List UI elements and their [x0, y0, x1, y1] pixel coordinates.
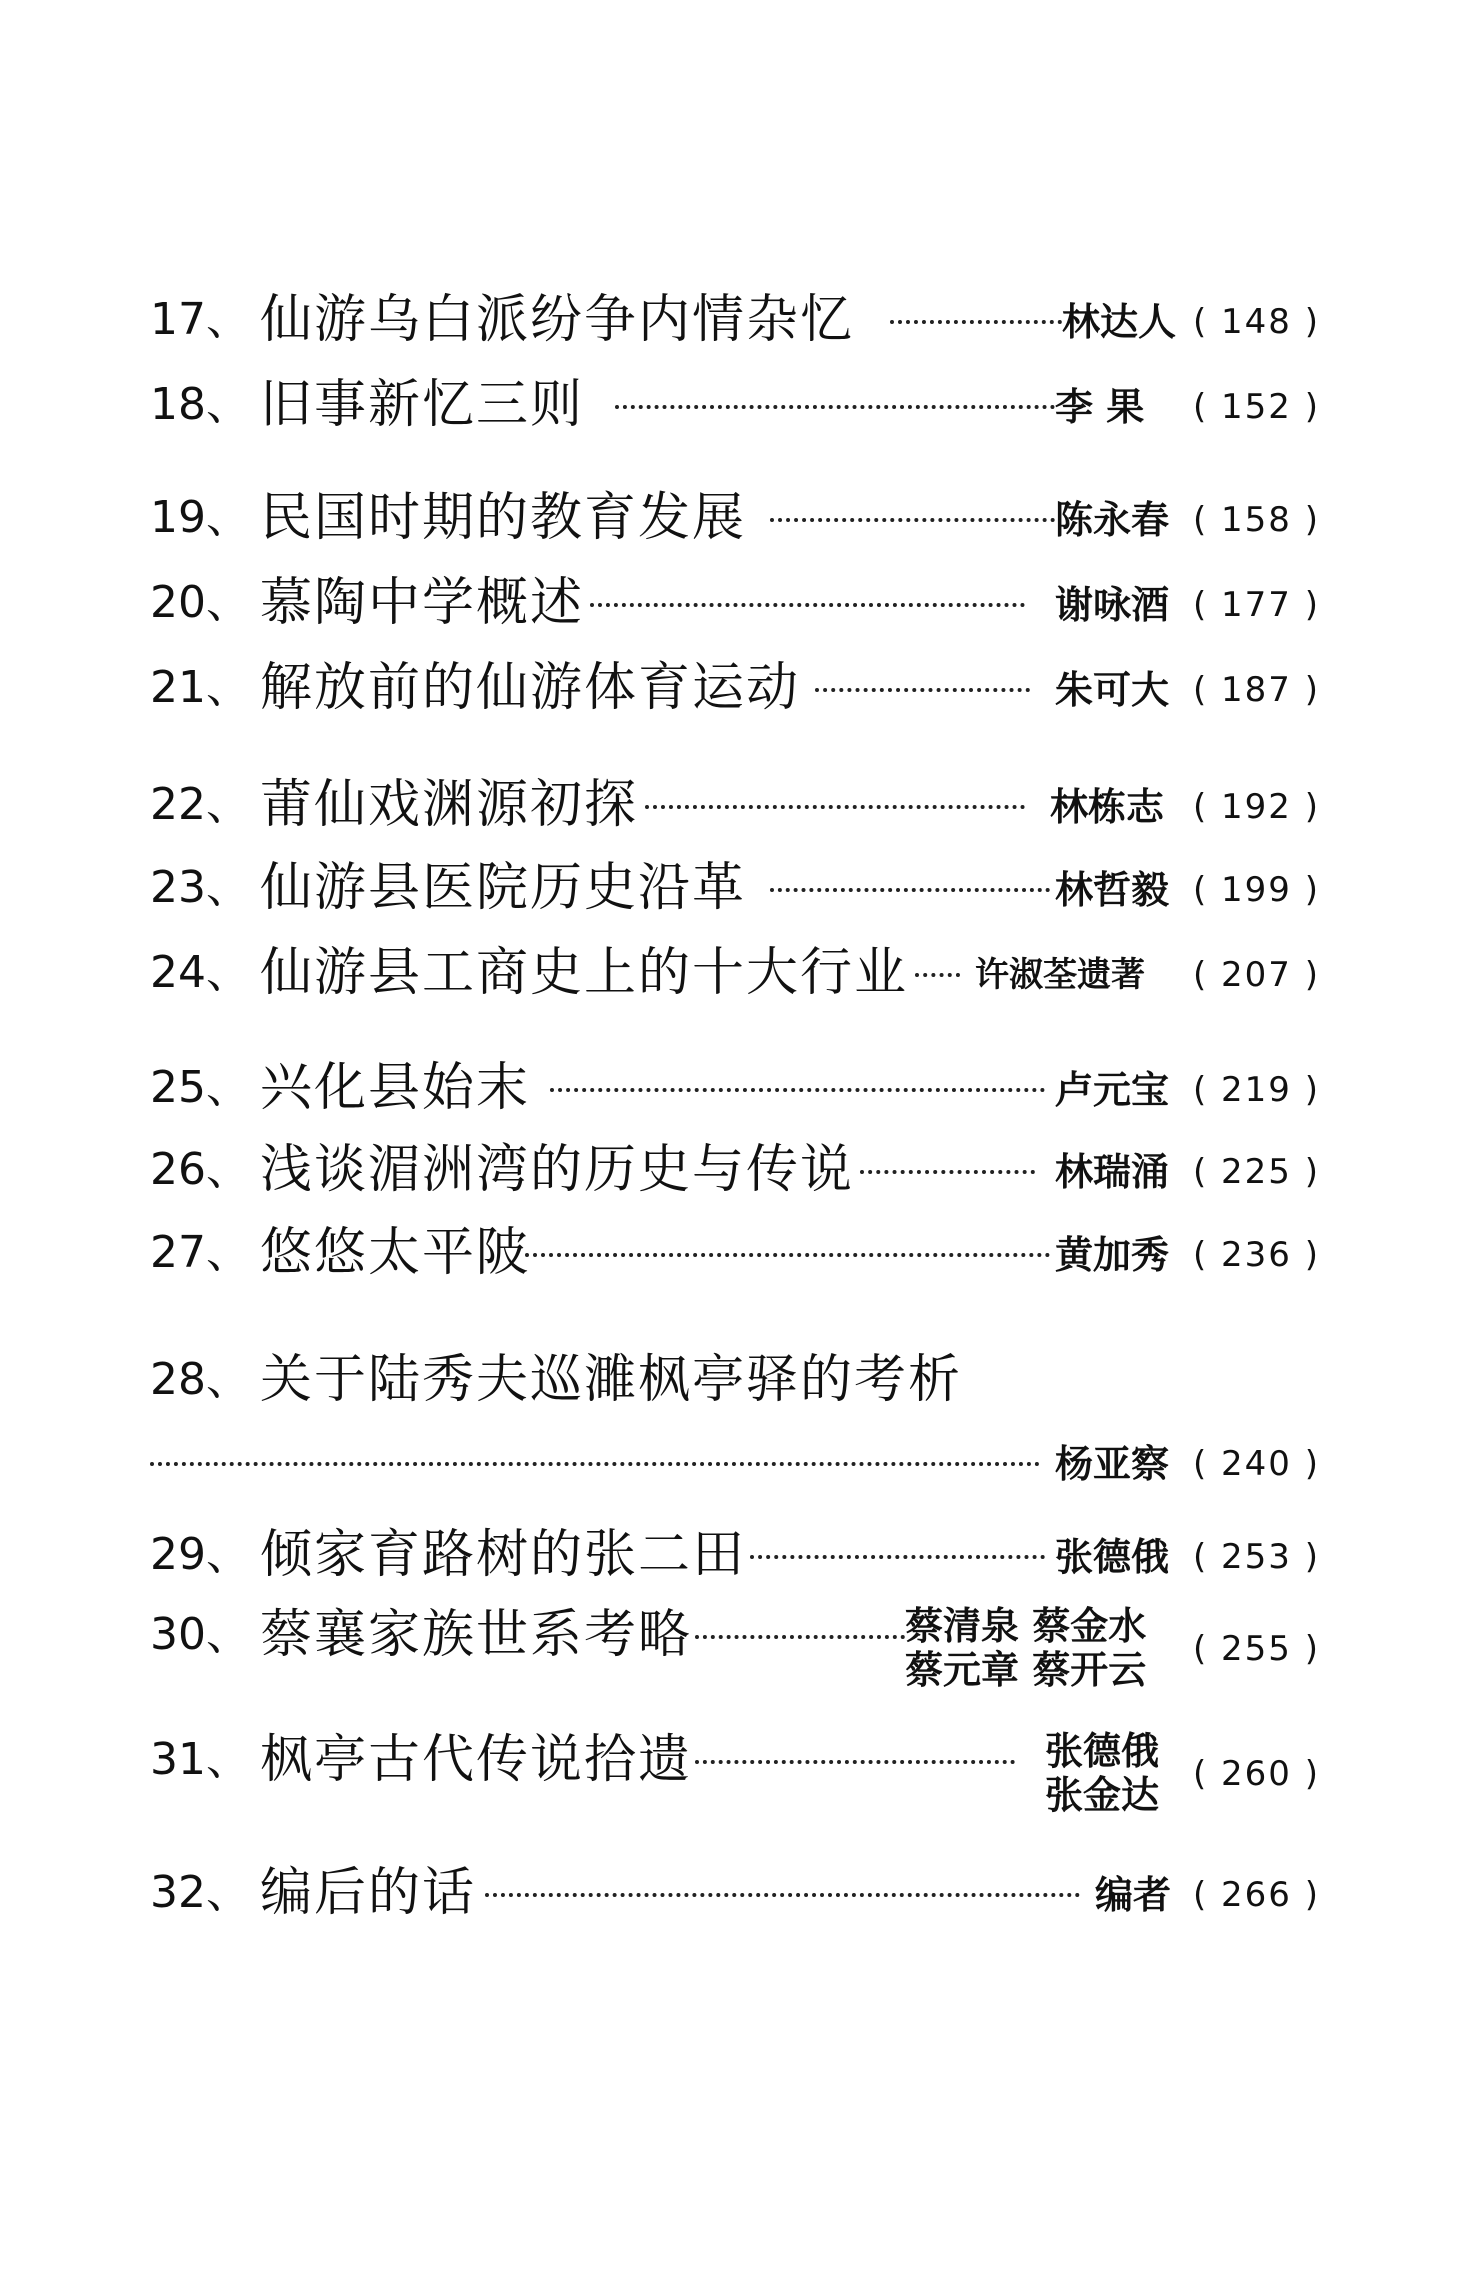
- entry-author: 编者: [1095, 1872, 1172, 1917]
- entry-page: ( 255 ): [1192, 1629, 1320, 1669]
- entry-page: ( 158 ): [1192, 500, 1320, 540]
- entry-number: 20、: [150, 577, 250, 628]
- entry-number: 26、: [150, 1144, 250, 1195]
- entry-author-line: 张金达: [1045, 1772, 1160, 1817]
- dot-leader: [615, 405, 1055, 409]
- entry-number: 24、: [150, 947, 250, 998]
- toc-entry-21: [150, 658, 1320, 728]
- entry-number: 32、: [150, 1867, 250, 1918]
- entry-title: 旧事新忆三则: [260, 375, 585, 435]
- entry-author: 朱可大: [1055, 667, 1170, 712]
- toc-entry-18: [150, 375, 1320, 445]
- entry-title: 编后的话: [260, 1863, 477, 1923]
- entry-page: ( 219 ): [1192, 1070, 1320, 1110]
- entry-title: 蔡襄家族世系考略: [260, 1605, 693, 1665]
- entry-title: 莆仙戏渊源初探: [260, 775, 639, 835]
- entry-page: ( 266 ): [1192, 1875, 1320, 1915]
- entry-page: ( 199 ): [1192, 870, 1320, 910]
- toc-entry-32: [150, 1863, 1320, 1933]
- toc-entry-24: [150, 943, 1320, 1013]
- dot-leader: [815, 688, 1030, 692]
- toc-entry-20: [150, 573, 1320, 643]
- entry-page: ( 260 ): [1192, 1754, 1320, 1794]
- dot-leader: [770, 518, 1055, 522]
- dot-leader: [915, 973, 960, 977]
- entry-author: 杨亚察: [1055, 1441, 1170, 1486]
- entry-number: 23、: [150, 862, 250, 913]
- entry-author: 林哲毅: [1055, 867, 1170, 912]
- entry-author: 许淑荃遗著: [975, 955, 1145, 995]
- entry-page: ( 177 ): [1192, 585, 1320, 625]
- entry-author-line: 蔡元章 蔡开云: [905, 1647, 1147, 1692]
- entry-number: 31、: [150, 1734, 250, 1785]
- entry-author: 林达人: [1062, 299, 1177, 344]
- dot-leader: [525, 1253, 1050, 1257]
- dot-leader: [770, 888, 1050, 892]
- entry-page: ( 152 ): [1192, 387, 1320, 427]
- entry-title: 慕陶中学概述: [260, 573, 585, 633]
- entry-number: 28、: [150, 1354, 250, 1405]
- entry-title: 仙游县医院历史沿革: [260, 858, 747, 918]
- toc-entry-25: [150, 1058, 1320, 1128]
- toc-entry-26: [150, 1140, 1320, 1210]
- entry-title: 倾家育路树的张二田: [260, 1525, 747, 1585]
- entry-number: 27、: [150, 1227, 250, 1278]
- entry-page: ( 192 ): [1192, 787, 1320, 827]
- entry-number: 17、: [150, 294, 250, 345]
- entry-author: 卢元宝: [1055, 1067, 1170, 1112]
- toc-entry-29: [150, 1525, 1320, 1595]
- entry-title: 解放前的仙游体育运动: [260, 658, 801, 718]
- dot-leader: [150, 1462, 1040, 1466]
- entry-title: 枫亭古代传说拾遗: [260, 1730, 693, 1790]
- entry-author: 林栋志: [1050, 784, 1165, 829]
- entry-title: 民国时期的教育发展: [260, 488, 747, 548]
- entry-author-line: 蔡清泉 蔡金水: [905, 1603, 1147, 1648]
- entry-author-line: 张德俄: [1045, 1728, 1160, 1773]
- entry-author: 李 果: [1055, 384, 1145, 429]
- dot-leader: [695, 1635, 905, 1639]
- entry-title: 关于陆秀夫巡濉枫亭驿的考析: [260, 1350, 963, 1410]
- toc-entry-19: [150, 488, 1320, 558]
- entry-page: ( 236 ): [1192, 1235, 1320, 1275]
- entry-title: 悠悠太平陂: [260, 1223, 531, 1283]
- dot-leader: [860, 1170, 1035, 1174]
- entry-number: 29、: [150, 1529, 250, 1580]
- entry-number: 25、: [150, 1062, 250, 1113]
- entry-author: 张德俄: [1055, 1534, 1170, 1579]
- toc-entry-17: [150, 290, 1320, 360]
- toc-entry-27: [150, 1223, 1320, 1293]
- toc-entry-28: [150, 1350, 1320, 1500]
- entry-page: ( 225 ): [1192, 1152, 1320, 1192]
- entry-page: ( 240 ): [1192, 1444, 1320, 1484]
- entry-author: 陈永春: [1055, 497, 1170, 542]
- entry-author: 黄加秀: [1055, 1232, 1170, 1277]
- entry-number: 22、: [150, 779, 250, 830]
- entry-title: 浅谈湄洲湾的历史与传说: [260, 1140, 855, 1200]
- entry-number: 30、: [150, 1609, 250, 1660]
- entry-number: 19、: [150, 492, 250, 543]
- dot-leader: [485, 1893, 1080, 1897]
- entry-title: 仙游县工商史上的十大行业: [260, 943, 909, 1003]
- entry-author: 谢咏酒: [1055, 582, 1170, 627]
- entry-page: ( 253 ): [1192, 1537, 1320, 1577]
- toc-entry-22: [150, 775, 1320, 845]
- entry-title: 仙游乌白派纷争内情杂忆: [260, 290, 855, 350]
- entry-page: ( 187 ): [1192, 670, 1320, 710]
- entry-number: 21、: [150, 662, 250, 713]
- dot-leader: [750, 1555, 1045, 1559]
- dot-leader: [590, 603, 1025, 607]
- entry-number: 18、: [150, 379, 250, 430]
- entry-page: ( 207 ): [1192, 955, 1320, 995]
- entry-author: 林瑞涌: [1055, 1149, 1170, 1194]
- toc-entry-31: [150, 1730, 1320, 1830]
- dot-leader: [645, 805, 1025, 809]
- toc-entry-23: [150, 858, 1320, 928]
- dot-leader: [550, 1088, 1045, 1092]
- entry-title: 兴化县始末: [260, 1058, 531, 1118]
- toc-entry-30: [150, 1605, 1320, 1705]
- dot-leader: [695, 1760, 1015, 1764]
- dot-leader: [890, 320, 1062, 324]
- entry-page: ( 148 ): [1192, 302, 1320, 342]
